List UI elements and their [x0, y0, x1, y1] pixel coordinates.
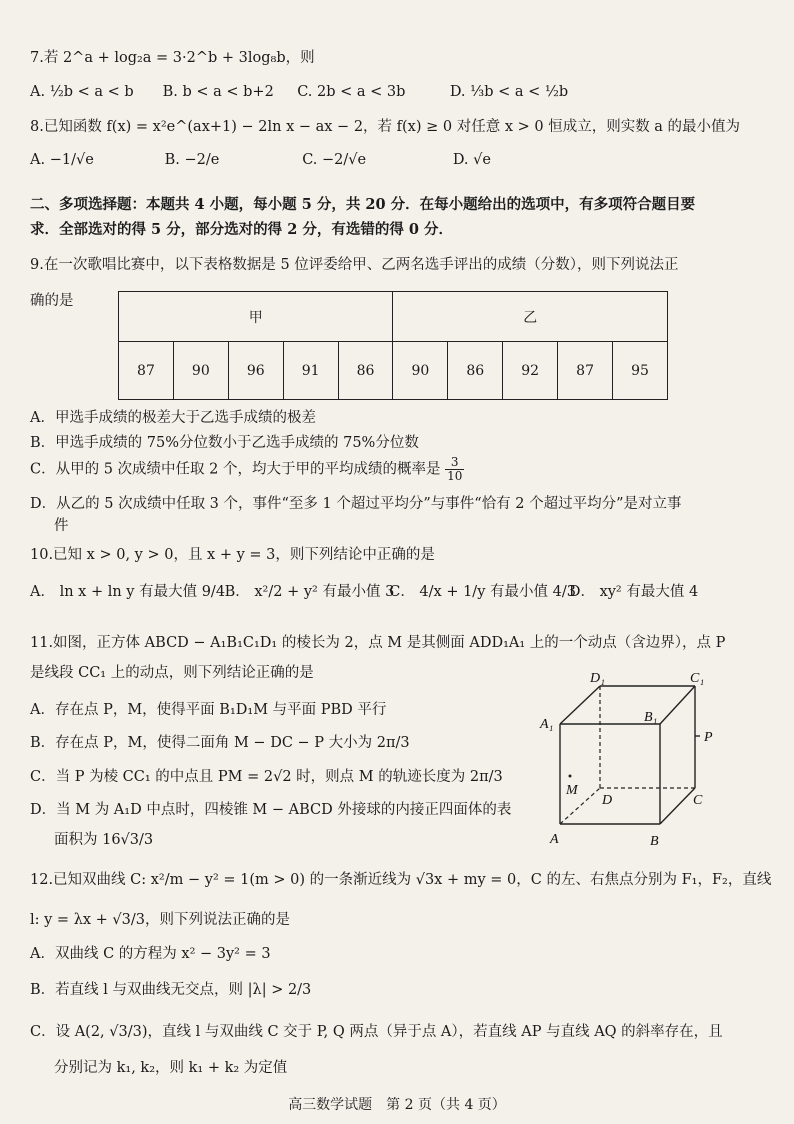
q12-choice-b: B．若直线 l 与双曲线无交点，则 |λ| > 2/3 [30, 982, 312, 998]
q7-choice-a: A. ½b < a < b [30, 84, 134, 100]
q9-stem-line2: 确的是 [30, 293, 74, 309]
section2-line1: 二、多项选择题：本题共 4 小题，每小题 5 分，共 20 分．在每小题给出的选项中，有多项符合题目要 [30, 196, 696, 213]
jia-score: 90 [173, 342, 228, 400]
fraction-numerator: 3 [445, 456, 464, 470]
jia-score: 87 [119, 342, 174, 400]
jia-score: 96 [228, 342, 283, 400]
label-a: A [550, 832, 559, 847]
q8-stem: 8.已知函数 f(x) = x²e^(ax+1) − 2ln x − ax − 2，若 f(x) ≥ 0 对任意 x > 0 恒成立，则实数 a 的最小值为 [30, 119, 741, 135]
edge-bc [660, 788, 695, 824]
section2-line2: 求．全部选对的得 5 分，部分选对的得 2 分，有选错的得 0 分． [30, 221, 454, 238]
q7-choices [30, 82, 568, 102]
q11-choice-d-line1: D．当 M 为 A₁D 中点时，四棱锥 M − ABCD 外接球的内接正四面体的表 [30, 802, 512, 818]
jia-score: 91 [283, 342, 338, 400]
q11-stem-line1: 11.如图，正方体 ABCD − A₁B₁C₁D₁ 的棱长为 2，点 M 是其侧面 ADD₁A₁ 上的一个动点（含边界），点 P [30, 635, 726, 651]
fraction-denominator: 10 [447, 469, 463, 483]
q10-choices [30, 582, 698, 602]
q10-stem: 10.已知 x > 0, y > 0，且 x + y = 3，则下列结论中正确的是 [30, 547, 435, 563]
q10-choice-d: D． xy² 有最大值 4 [568, 584, 699, 600]
cube-figure [530, 668, 730, 858]
q9-choice-c [30, 456, 464, 483]
label-c: C [693, 793, 703, 808]
yi-score: 90 [393, 342, 448, 400]
q11-choice-a: A．存在点 P，M，使得平面 B₁D₁M 与平面 PBD 平行 [30, 702, 387, 718]
q7-stem: 7.若 2^a + log₂a = 3·2^b + 3log₈b，则 [30, 50, 315, 66]
yi-score: 92 [503, 342, 558, 400]
point-m [569, 775, 572, 778]
q10-choice-c: C． 4/x + 1/y 有最小值 4/3 [389, 584, 576, 600]
label-b: B [650, 834, 659, 849]
q12-stem-line2: l: y = λx + √3/3，则下列说法正确的是 [30, 912, 291, 928]
q8-choices [30, 150, 491, 170]
q11-choice-d-line2: 面积为 16√3/3 [54, 832, 154, 848]
q7-choice-d: D. ⅓b < a < ½b [449, 84, 569, 100]
edge-a1d1 [560, 686, 600, 724]
q9-choice-c-text: C．从甲的 5 次成绩中任取 2 个，均大于甲的平均成绩的概率是 [30, 461, 441, 478]
label-d1: D₁ [590, 671, 605, 686]
q8-choice-b: B. −2/e [164, 152, 220, 168]
q9-stem-line1: 9.在一次歌唱比赛中，以下表格数据是 5 位评委给甲、乙两名选手评出的成绩（分数），则下列说法正 [30, 257, 679, 273]
table-header-jia: 甲 [119, 292, 393, 342]
q12-stem-line1: 12.已知双曲线 C: x²/m − y² = 1(m > 0) 的一条渐近线为 √3x + my = 0，C 的左、右焦点分别为 F₁，F₂，直线 [30, 872, 772, 888]
page-footer: 高三数学试题 第 2 页（共 4 页） [288, 1097, 506, 1113]
jia-score: 86 [338, 342, 393, 400]
q7-choice-c: C. 2b < a < 3b [297, 84, 406, 100]
q10-choice-b: B． x²/2 + y² 有最小值 3 [224, 584, 395, 600]
q10-choice-a: A． ln x + ln y 有最大值 9/4 [30, 584, 226, 600]
q8-choice-d: D. √e [452, 152, 491, 168]
label-d: D [602, 793, 613, 808]
q9-choice-a: A．甲选手成绩的极差大于乙选手成绩的极差 [30, 410, 316, 426]
q7-choice-b: B. b < a < b+2 [162, 84, 274, 100]
q12-choice-c-line2: 分别记为 k₁, k₂，则 k₁ + k₂ 为定值 [54, 1060, 288, 1076]
yi-score: 95 [613, 342, 668, 400]
label-b1: B₁ [644, 710, 658, 725]
q12-choice-a: A．双曲线 C 的方程为 x² − 3y² = 3 [30, 946, 271, 962]
yi-score: 86 [448, 342, 503, 400]
q9-choice-d-line2: 件 [54, 518, 69, 534]
q9-choice-d-line1: D．从乙的 5 次成绩中任取 3 个，事件“至多 1 个超过平均分”与事件“恰有 2 个超过平均分”是对立事 [30, 496, 682, 512]
label-m: M [566, 783, 578, 798]
q11-choice-c: C．当 P 为棱 CC₁ 的中点且 PM = 2√2 时，则点 M 的轨迹长度为 2π/3 [30, 769, 503, 785]
label-c1: C₁ [690, 671, 705, 686]
q9-choice-c-fraction [445, 456, 464, 483]
q12-choice-c-line1: C．设 A(2, √3/3)，直线 l 与双曲线 C 交于 P, Q 两点（异于点 A），若直线 AP 与直线 AQ 的斜率存在，且 [30, 1024, 723, 1040]
q11-stem-line2: 是线段 CC₁ 上的动点，则下列结论正确的是 [30, 665, 314, 681]
edge-b1c1 [660, 686, 695, 724]
q9-choice-b: B．甲选手成绩的 75%分位数小于乙选手成绩的 75%分位数 [30, 435, 419, 451]
q11-choice-b: B．存在点 P，M，使得二面角 M − DC − P 大小为 2π/3 [30, 735, 410, 751]
label-a1: A₁ [540, 717, 554, 732]
label-p: P [704, 730, 713, 745]
table-header-yi: 乙 [393, 292, 668, 342]
q8-choice-a: A. −1/√e [30, 152, 94, 168]
yi-score: 87 [558, 342, 613, 400]
q8-choice-c: C. −2/√e [302, 152, 367, 168]
q9-score-table [118, 291, 668, 400]
